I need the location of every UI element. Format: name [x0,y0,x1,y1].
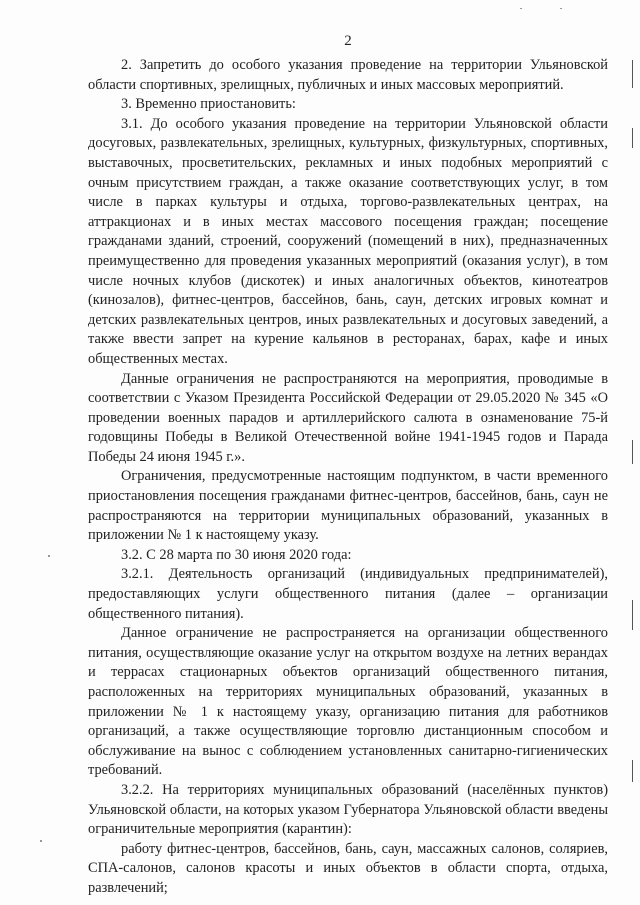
scan-speck [560,8,562,9]
paragraph-3-suspend: 3. Временно приостановить: [121,96,296,113]
paragraph-3-2-1-catering: 3.2.1. Деятельность организаций (индивидуальных предпринимателей), предоставляющих услуги общественного питания (далее – организации общественного питания). [88,566,608,622]
paragraph-2-ban-mass-events: 2. Запретить до особого указания проведение на территории Ульяновской области спортивных, зрелищных, публичных и иных массовых мероприятий. [88,57,608,93]
paragraph-3-2-2-quarantine: 3.2.2. На территориях муниципальных образований (населённых пунктов) Ульяновской области, на которых указом Губернатора Ульяновской области введены ограничительные мероприятия (карантин): [88,781,608,838]
page-number: 2 [344,33,352,49]
scan-edge-mark [632,600,633,630]
paragraph-3-2-dates: 3.2. С 28 марта по 30 июня 2020 года: [121,546,352,563]
paragraph-exception-parade: Данные ограничения не распространяются на мероприятия, проводимые в соответствии с Указом Президента Российской Федерации от 29.05.2020 № 345 «О проведении военных парадов и артиллерийского салюта в ознаменование 75-й годовщины Победы в Великой Отечественной войне 1941-1945 годов и Парада Победы 24 июня 1945 г.». [88,370,608,465]
scan-edge-mark [632,440,633,464]
scan-speck [48,555,50,557]
paragraph-3-1-leisure-events: 3.1. До особого указания проведение на территории Ульяновской области досуговых, развлекательных, зрелищных, культурных, физкультурных, спортивных, выставочных, просветительских, рекламных и иных подобных мероприятий с очным присутствием граждан, а также оказание соответствующих услуг, в том числе в парках культуры и отдыха, торгово-развлекательных центрах, на аттракционах и в иных местах массового посещения граждан; посещение гражданами зданий, строений, сооружений (помещений в них), предназначенных преимущественно для проведения указанных мероприятий (оказания услуг), в том числе ночных клубов (дискотек) и иных аналогичных объектов, кинотеатров (кинозалов), фитнес-центров, бассейнов, бань, саун, детских игровых комнат и детских развлекательных центров, иных развлекательных и досуговых заведений, а также ввести запрет на курение кальянов в ресторанах, барах, кафе и иных общественных местах. [88,115,608,367]
paragraph-exception-catering: Данное ограничение не распространяется на организации общественного питания, осуществляющие оказание услуг на открытом воздухе на летних верандах и террасах стационарных объектов организаций общественного питания, расположенных на территориях муниципальных образований, указанных в приложении № 1 к настоящему указу, организацию питания для работников организаций, а также осуществляющие торговлю дистанционным способом и обслуживание на вынос с соблюдением установленных санитарно-гигиенических требований. [88,625,608,779]
scan-speck [40,840,42,842]
document-body [88,56,608,899]
paragraph-exception-fitness: Ограничения, предусмотренные настоящим подпунктом, в части временного приостановления посещения гражданами фитнес-центров, бассейнов, бань, саун не распространяются на территории муниципальных образований, указанных в приложении № 1 к настоящему указу. [88,468,608,544]
scan-edge-mark [632,760,633,782]
paragraph-fitness-ban: работу фитнес-центров, бассейнов, бань, саун, массажных салонов, соляриев, СПА-салонов, салонов красоты и иных объектов в области спорта, отдыха, развлечений; [88,840,608,896]
scan-edge-mark [632,60,633,88]
scan-edge-mark [632,128,633,148]
scan-speck [520,8,522,9]
